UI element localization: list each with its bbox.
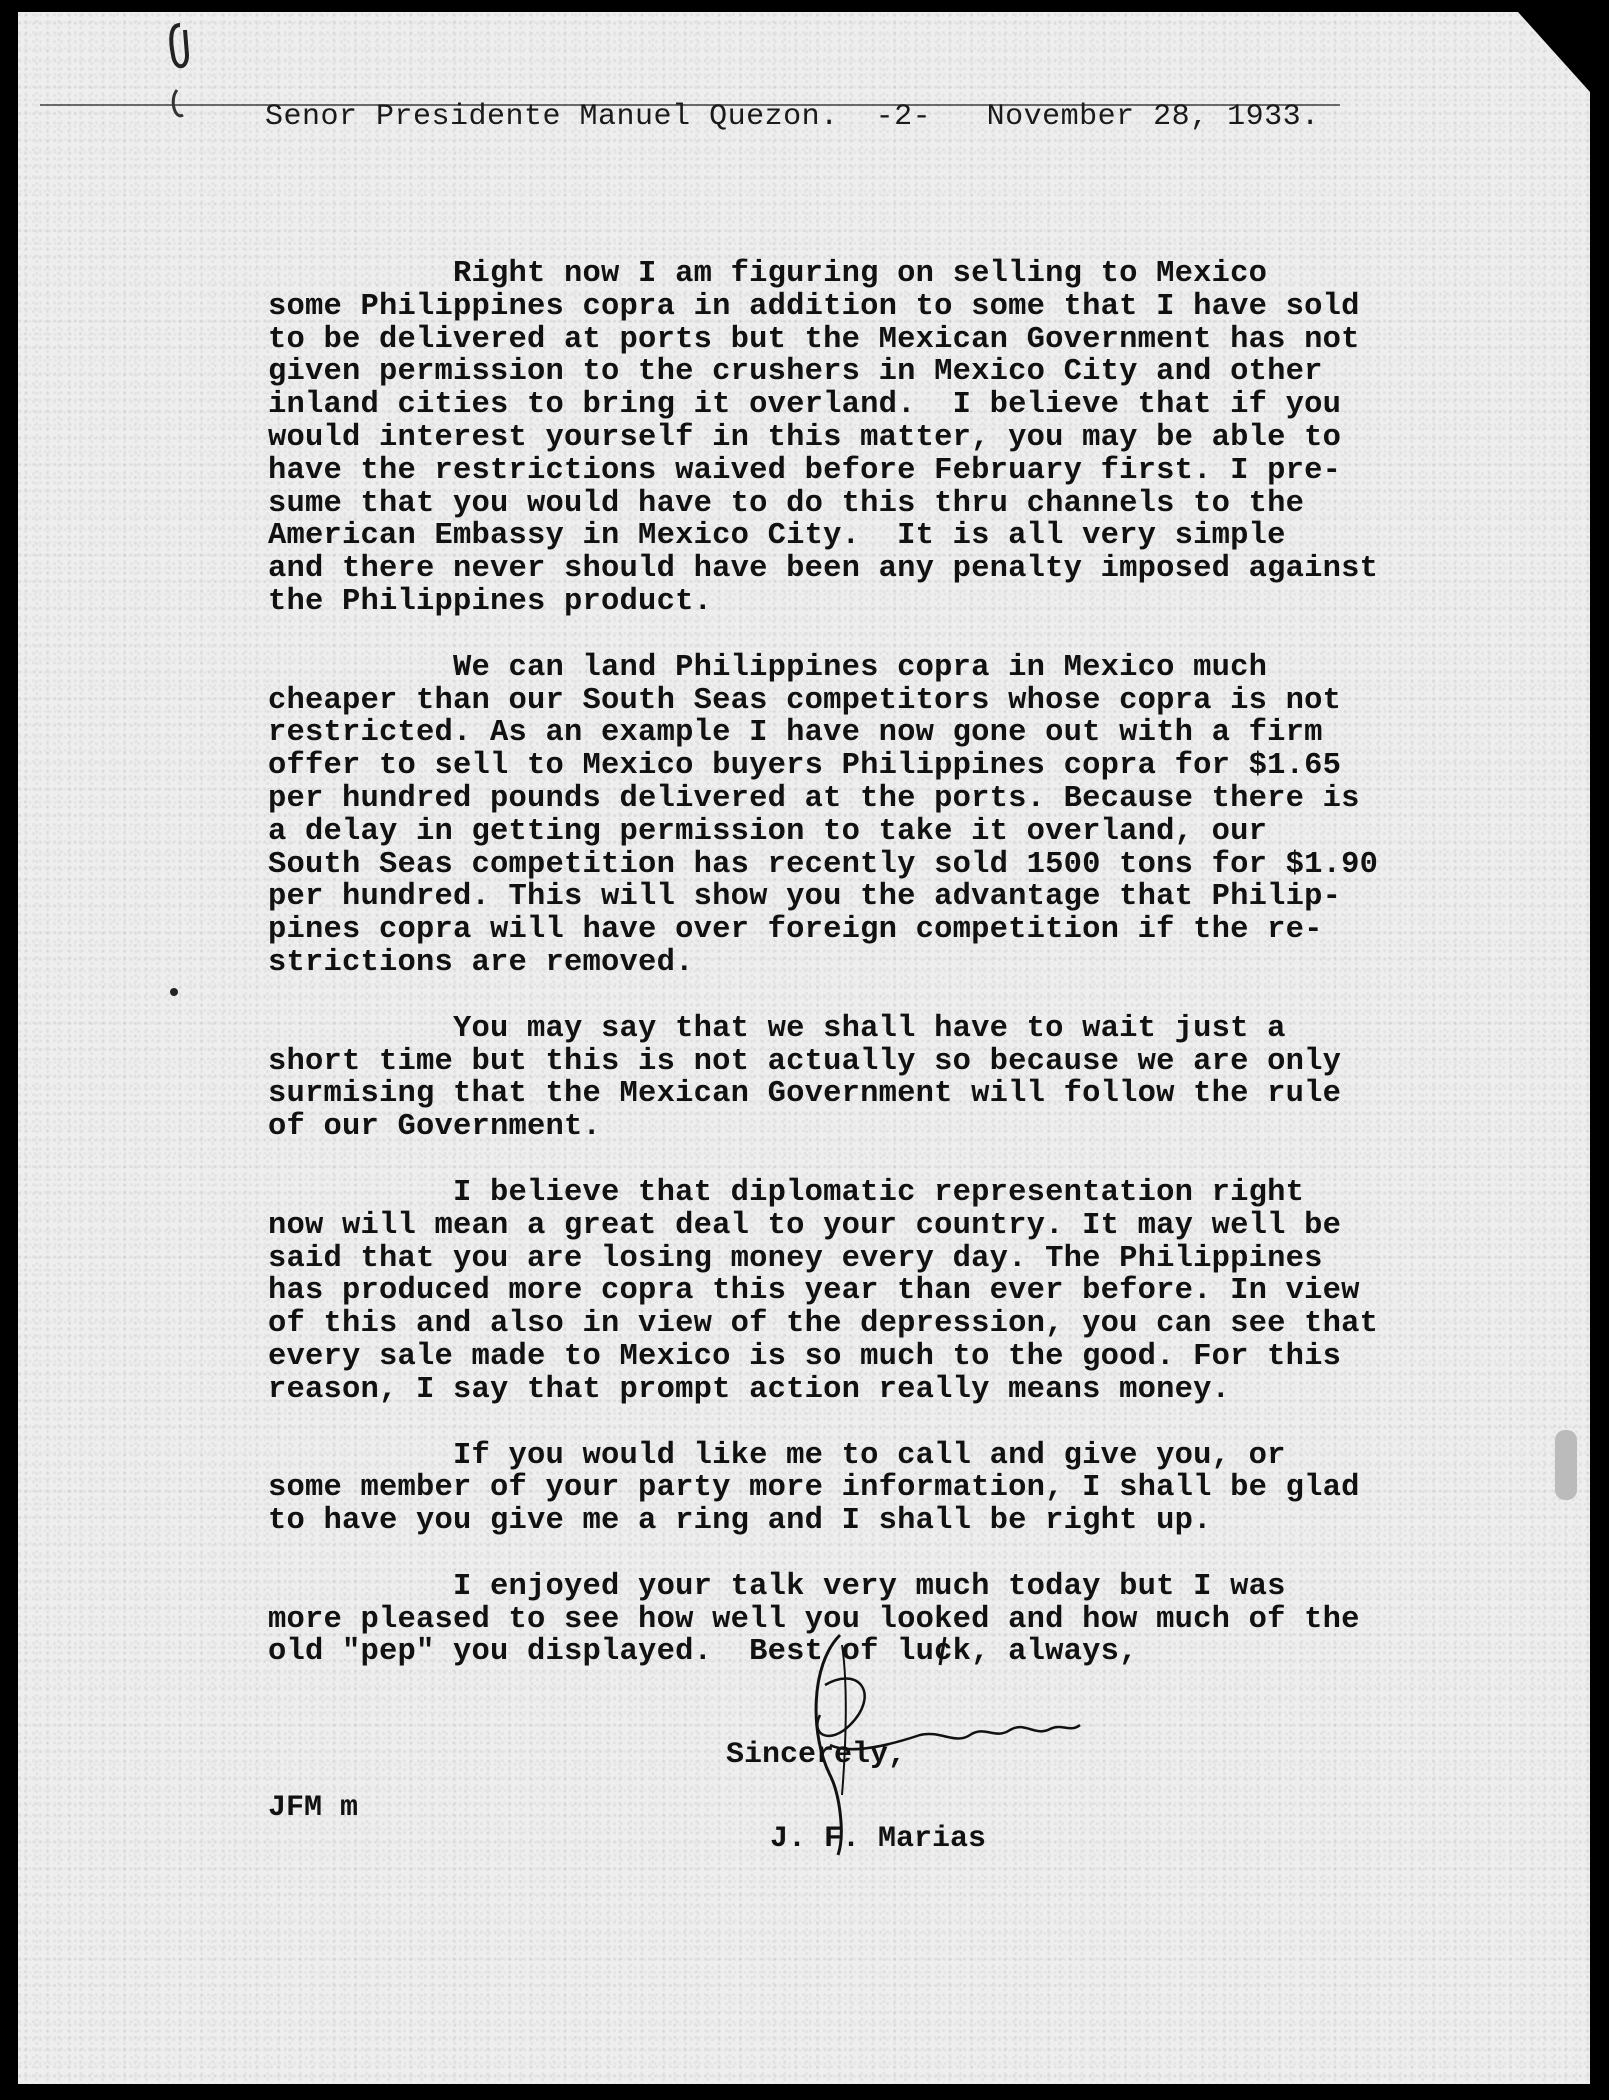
scan-speck [170,988,178,996]
signatory-name: J. F. Marias [770,1822,987,1856]
paragraph-3: You may say that we shall have to wait just a short time but this is not actually so because we are only surmising that the Mexican Government will follow the rule of our Government. [268,1011,1342,1145]
typist-initials: JFM m [268,1791,359,1825]
closing-salutation: Sincerely, [726,1738,907,1772]
letter-header: Senor Presidente Manuel Quezon. -2- November 28, 1933. [265,100,1320,134]
letter-body [268,258,1418,1702]
scan-smudge [1555,1430,1577,1500]
paragraph-1: Right now I am figuring on selling to Mexico some Philippines copra in addition to some that I have sold to be delivered at ports but the Mexican Government has not given permission to the crushers in Mexico City and other inland cities to bring it overland. I believe that if you would interest yourself in this matter, you may be able to have the restrictions waived before February first. I pre- sume that you would have to do this thru channels to the American Embassy in Mexico City. It is all very simple and there never should have been any penalty imposed against the Philippines product. [268,257,1379,619]
handwritten-signature [770,1625,1130,1865]
paragraph-5: If you would like me to call and give you, or some member of your party more information, I shall be glad to have you give me a ring and I shall be right up. [268,1438,1360,1539]
paper-clip-mark [165,20,195,130]
paragraph-6: I enjoyed your talk very much today but I was more pleased to see how well you looked and how much of the old "pep" you displayed. Best of luck, always, [268,1569,1360,1670]
paragraph-4: I believe that diplomatic representation right now will mean a great deal to your country. It may well be said that you are losing money every day. The Philippines has produced more copra this year than ever before. In view of this and also in view of the depression, you can see that every sale made to Mexico is so much to the good. For this reason, I say that prompt action really means money. [268,1175,1379,1407]
paragraph-2: We can land Philippines copra in Mexico much cheaper than our South Seas competitors whose copra is not restricted. As an example I have now gone out with a firm offer to sell to Mexico buyers Philippines copra for $1.65 per hundred pounds delivered at the ports. Because there is a delay in getting permission to take it overland, our South Seas competition has recently sold 1500 tons for $1.90 per hundred. This will show you the advantage that Philip- pines copra will have over foreign competition if the re- strictions are removed. [268,650,1379,980]
